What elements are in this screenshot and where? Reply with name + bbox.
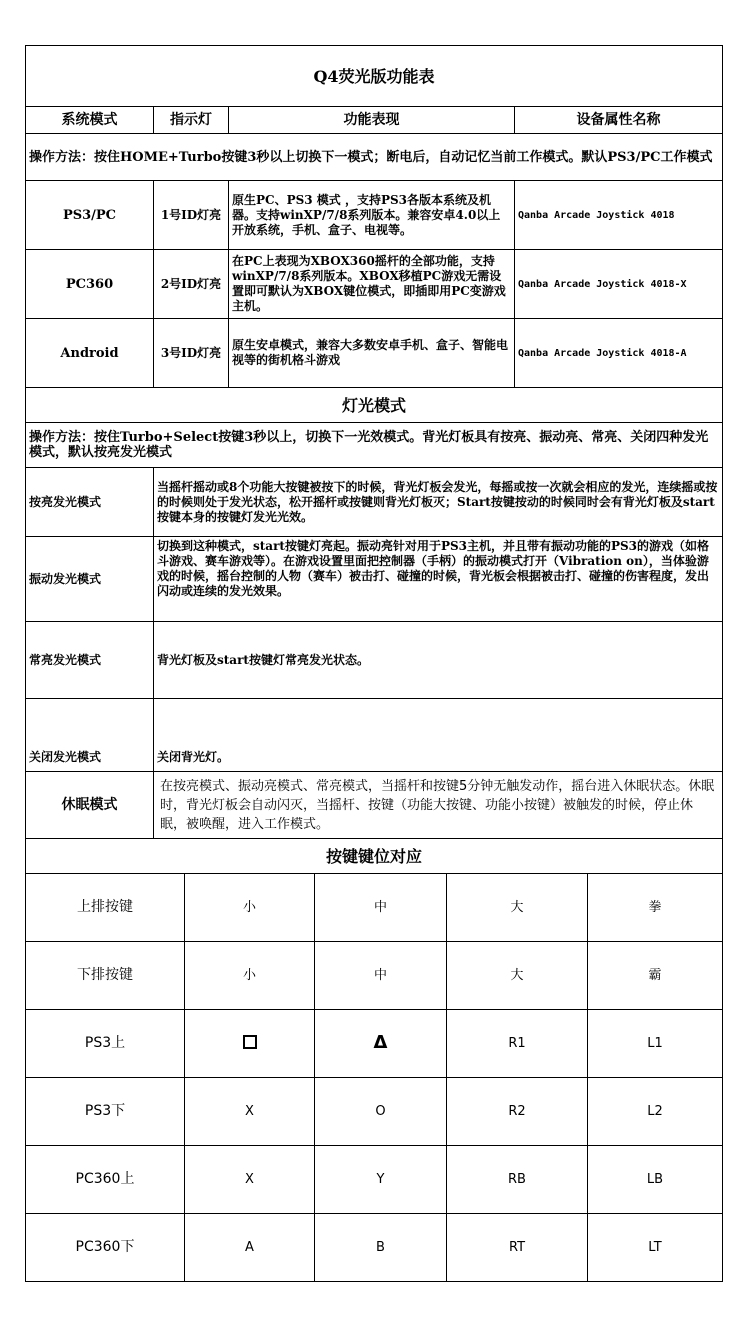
mode-name: Android (26, 319, 154, 388)
key-row (26, 874, 723, 942)
key-cell: 拳 (588, 874, 723, 942)
function-table-page (25, 45, 722, 1282)
light-mode-row (26, 468, 723, 537)
key-cell: O (315, 1078, 447, 1146)
key-cell: 大 (447, 942, 588, 1010)
header-led: 指示灯 (154, 107, 229, 134)
mode-row-ps3pc (26, 181, 723, 250)
header-device: 设备属性名称 (515, 107, 723, 134)
light-mode-name: 振动发光模式 (26, 537, 154, 622)
sleep-mode-text: 在按亮模式、振动亮模式、常亮模式，当摇杆和按键5分钟无触发动作，摇台进入休眠状态。休眠时，背光灯板会自动闪灭，当摇杆、按键（功能大按键、功能小按键）被触发的时候，停止休眠，被唤醒，进入工作模式。 (154, 772, 723, 839)
key-cell: R2 (447, 1078, 588, 1146)
key-cell: 中 (315, 942, 447, 1010)
light-mode-name: 关闭发光模式 (26, 699, 154, 772)
header-mode: 系统模式 (26, 107, 154, 134)
light-mode-row (26, 699, 723, 772)
sleep-mode-row (26, 772, 723, 839)
mode-function: 在PC上表现为XBOX360摇杆的全部功能，支持winXP/7/8系列版本。XBOX移植PC游戏无需设置即可默认为XBOX键位模式，即插即用PC变游戏主机。 (229, 250, 515, 319)
light-mode-text: 关闭背光灯。 (154, 699, 723, 772)
mode-name: PS3/PC (26, 181, 154, 250)
key-cell: L1 (588, 1010, 723, 1078)
light-mode-name: 常亮发光模式 (26, 622, 154, 699)
mode-name: PC360 (26, 250, 154, 319)
light-mode-text: 背光灯板及start按键灯常亮发光状态。 (154, 622, 723, 699)
key-cell: X (185, 1078, 315, 1146)
key-section-title: 按键键位对应 (26, 839, 723, 874)
key-cell: A (185, 1214, 315, 1282)
mode-function: 原生PC、PS3 模式 ，支持PS3各版本系统及机器。支持winXP/7/8系列版本。兼容安卓4.0以上开放系统，手机、盒子、电视等。 (229, 181, 515, 250)
key-row (26, 1146, 723, 1214)
mode-led: 2号ID灯亮 (154, 250, 229, 319)
mode-led: 3号ID灯亮 (154, 319, 229, 388)
mode-row-pc360 (26, 250, 723, 319)
key-cell (185, 1010, 315, 1078)
key-row (26, 1010, 723, 1078)
mode-device: Qanba Arcade Joystick 4018-A (515, 319, 723, 388)
key-cell: 小 (185, 942, 315, 1010)
key-cell: 霸 (588, 942, 723, 1010)
key-cell (315, 1010, 447, 1078)
key-cell: X (185, 1146, 315, 1214)
key-row-label: PS3上 (26, 1010, 185, 1078)
light-mode-row (26, 537, 723, 622)
mode-device: Qanba Arcade Joystick 4018-X (515, 250, 723, 319)
square-icon (243, 1035, 257, 1049)
key-cell: 中 (315, 874, 447, 942)
light-instructions: 操作方法：按住Turbo+Select按键3秒以上，切换下一光效模式。背光灯板具有按亮、振动亮、常亮、关闭四种发光模式，默认按亮发光模式 (26, 423, 723, 468)
key-cell: RT (447, 1214, 588, 1282)
light-mode-text: 当摇杆摇动或8个功能大按键被按下的时候，背光灯板会发光，每摇或按一次就会相应的发光，连续摇或按的时候则处于发光状态，松开摇杆或按键则背光灯板灭；Start按键按动的时候同时会有背光灯板及start按键本身的按键灯发光光效。 (154, 468, 723, 537)
key-row (26, 1078, 723, 1146)
key-cell: LB (588, 1146, 723, 1214)
key-cell: 小 (185, 874, 315, 942)
key-row-label: PS3下 (26, 1078, 185, 1146)
key-cell: L2 (588, 1078, 723, 1146)
mode-function: 原生安卓模式，兼容大多数安卓手机、盒子、智能电视等的街机格斗游戏 (229, 319, 515, 388)
header-row (26, 107, 723, 134)
header-function: 功能表现 (229, 107, 515, 134)
table-title: Q4荧光版功能表 (26, 46, 723, 107)
function-table (25, 45, 723, 874)
light-mode-row (26, 622, 723, 699)
system-mode-instructions: 操作方法：按住HOME+Turbo按键3秒以上切换下一模式；断电后，自动记忆当前工作模式。默认PS3/PC工作模式 (26, 134, 723, 181)
mode-led: 1号ID灯亮 (154, 181, 229, 250)
light-mode-name: 按亮发光模式 (26, 468, 154, 537)
key-cell: B (315, 1214, 447, 1282)
key-cell: RB (447, 1146, 588, 1214)
mode-row-android (26, 319, 723, 388)
light-mode-text: 切换到这种模式，start按键灯亮起。振动亮针对用于PS3主机，并且带有振动功能的PS3的游戏（如格斗游戏、赛车游戏等）。在游戏设置里面把控制器（手柄）的振动模式打开（Vibration on），当体验游戏的时候，摇台控制的人物（赛车）被击打、碰撞的时候，背光板会根据被击打、碰撞的伤害程度，发出闪动或连续的发光效果。 (154, 537, 723, 622)
key-cell: 大 (447, 874, 588, 942)
key-row-label: PC360下 (26, 1214, 185, 1282)
key-row (26, 1214, 723, 1282)
key-mapping-table (25, 873, 723, 1282)
key-row-label: PC360上 (26, 1146, 185, 1214)
key-cell: Y (315, 1146, 447, 1214)
key-cell: LT (588, 1214, 723, 1282)
key-row-label: 上排按键 (26, 874, 185, 942)
key-row (26, 942, 723, 1010)
light-section-title: 灯光模式 (26, 388, 723, 423)
mode-device: Qanba Arcade Joystick 4018 (515, 181, 723, 250)
key-cell: R1 (447, 1010, 588, 1078)
triangle-icon: Δ (373, 1032, 388, 1053)
sleep-mode-name: 休眠模式 (26, 772, 154, 839)
key-row-label: 下排按键 (26, 942, 185, 1010)
